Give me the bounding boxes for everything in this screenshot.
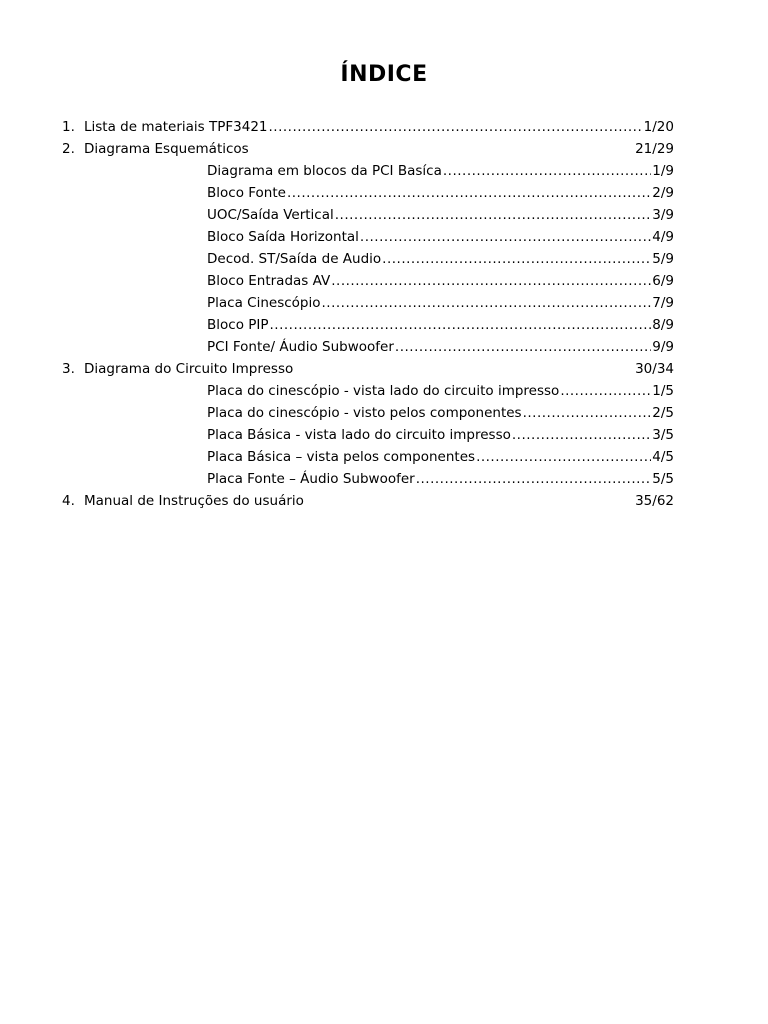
toc-subentry-page: 6/9 — [652, 273, 674, 289]
dot-leader — [335, 204, 652, 226]
toc-subentry-label: Bloco Saída Horizontal — [207, 229, 359, 245]
toc-subentry-page: 7/9 — [652, 295, 674, 311]
dot-leader — [360, 226, 651, 248]
toc-subentry-line — [207, 424, 674, 446]
toc-subentry-label: Bloco Fonte — [207, 185, 286, 201]
toc-subentry-label: Placa do cinescópio - vista lado do circuito impresso — [207, 383, 560, 399]
toc-subentry-page: 8/9 — [652, 317, 674, 333]
toc-subentry-page: 2/5 — [652, 405, 674, 421]
toc-subentry — [62, 270, 674, 292]
dot-leader — [269, 116, 643, 138]
toc-subentry — [62, 446, 674, 468]
toc-subentry-line — [207, 270, 674, 292]
toc-subentry — [62, 226, 674, 248]
dot-leader — [270, 314, 652, 336]
dot-leader — [416, 468, 652, 490]
toc-subentry-line — [207, 226, 674, 248]
toc-section-3 — [62, 358, 674, 380]
toc-entry — [84, 490, 674, 512]
toc-subentry — [62, 336, 674, 358]
dot-leader — [395, 336, 651, 358]
page-title: ÍNDICE — [340, 62, 428, 87]
toc-subentry — [62, 314, 674, 336]
toc-subentry-line — [207, 292, 674, 314]
toc-subentry-line — [207, 380, 674, 402]
toc-entry — [84, 358, 674, 380]
dot-leader — [321, 292, 651, 314]
toc-subentry-label: Placa do cinescópio - visto pelos componentes — [207, 405, 522, 421]
toc-entry-label: Diagrama Esquemáticos — [84, 141, 249, 157]
toc-section-number: 3. — [62, 361, 75, 377]
dot-leader — [523, 402, 652, 424]
toc-subentry-line — [207, 248, 674, 270]
toc-subentry-page: 2/9 — [652, 185, 674, 201]
toc-subentry-label: PCI Fonte/ Áudio Subwoofer — [207, 339, 394, 355]
toc-subentry-label: Diagrama em blocos da PCI Basíca — [207, 163, 442, 179]
toc-subentry-page: 3/5 — [652, 427, 674, 443]
toc-entry — [84, 138, 674, 160]
dot-leader — [287, 182, 651, 204]
toc-subentry-line — [207, 446, 674, 468]
toc-entry-label: Diagrama do Circuito Impresso — [84, 361, 294, 377]
table-of-contents — [62, 116, 674, 512]
toc-section-1 — [62, 116, 674, 138]
toc-subentry-label: Placa Básica - vista lado do circuito impresso — [207, 427, 511, 443]
toc-subentry-line — [207, 402, 674, 424]
toc-subentry-line — [207, 314, 674, 336]
toc-entry-page: 21/29 — [635, 141, 674, 157]
toc-subentry — [62, 380, 674, 402]
toc-section-number: 2. — [62, 141, 75, 157]
toc-subentry-page: 5/5 — [652, 471, 674, 487]
toc-section-number: 4. — [62, 493, 75, 509]
toc-subentry-line — [207, 160, 674, 182]
dot-leader — [476, 446, 651, 468]
toc-entry — [84, 116, 674, 138]
toc-subentry-line — [207, 468, 674, 490]
toc-section-4 — [62, 490, 674, 512]
toc-subentry — [62, 182, 674, 204]
toc-subentry-label: UOC/Saída Vertical — [207, 207, 334, 223]
toc-subentry-page: 4/9 — [652, 229, 674, 245]
toc-subentry-page: 3/9 — [652, 207, 674, 223]
toc-subentry — [62, 248, 674, 270]
toc-subentry-label: Decod. ST/Saída de Audio — [207, 251, 382, 267]
toc-section-number: 1. — [62, 119, 75, 135]
toc-subentry-page: 4/5 — [652, 449, 674, 465]
dot-leader — [331, 270, 651, 292]
toc-subentry — [62, 468, 674, 490]
toc-entry-label: Manual de Instruções do usuário — [84, 493, 304, 509]
toc-entry-page: 1/20 — [643, 119, 674, 135]
dot-leader — [512, 424, 651, 446]
toc-subentry-page: 1/9 — [652, 163, 674, 179]
toc-subentry-label: Placa Fonte – Áudio Subwoofer — [207, 471, 415, 487]
toc-subentry-line — [207, 182, 674, 204]
toc-subentry-page: 1/5 — [652, 383, 674, 399]
toc-entry-label: Lista de materiais TPF3421 — [84, 119, 268, 135]
toc-subentry — [62, 424, 674, 446]
dot-leader — [560, 380, 651, 402]
toc-subentry — [62, 292, 674, 314]
toc-section-2 — [62, 138, 674, 160]
toc-subentry-label: Placa Cinescópio — [207, 295, 321, 311]
dot-leader — [382, 248, 651, 270]
toc-subentry-line — [207, 336, 674, 358]
toc-subentry — [62, 160, 674, 182]
toc-subentry-label: Bloco Entradas AV — [207, 273, 331, 289]
toc-subentry-page: 5/9 — [652, 251, 674, 267]
toc-subentry — [62, 402, 674, 424]
toc-subentry-line — [207, 204, 674, 226]
toc-entry-page: 35/62 — [635, 493, 674, 509]
toc-subentry-page: 9/9 — [652, 339, 674, 355]
dot-leader — [443, 160, 651, 182]
toc-subentry — [62, 204, 674, 226]
toc-subentry-label: Placa Básica – vista pelos componentes — [207, 449, 476, 465]
toc-subentry-label: Bloco PIP — [207, 317, 269, 333]
toc-entry-page: 30/34 — [635, 361, 674, 377]
